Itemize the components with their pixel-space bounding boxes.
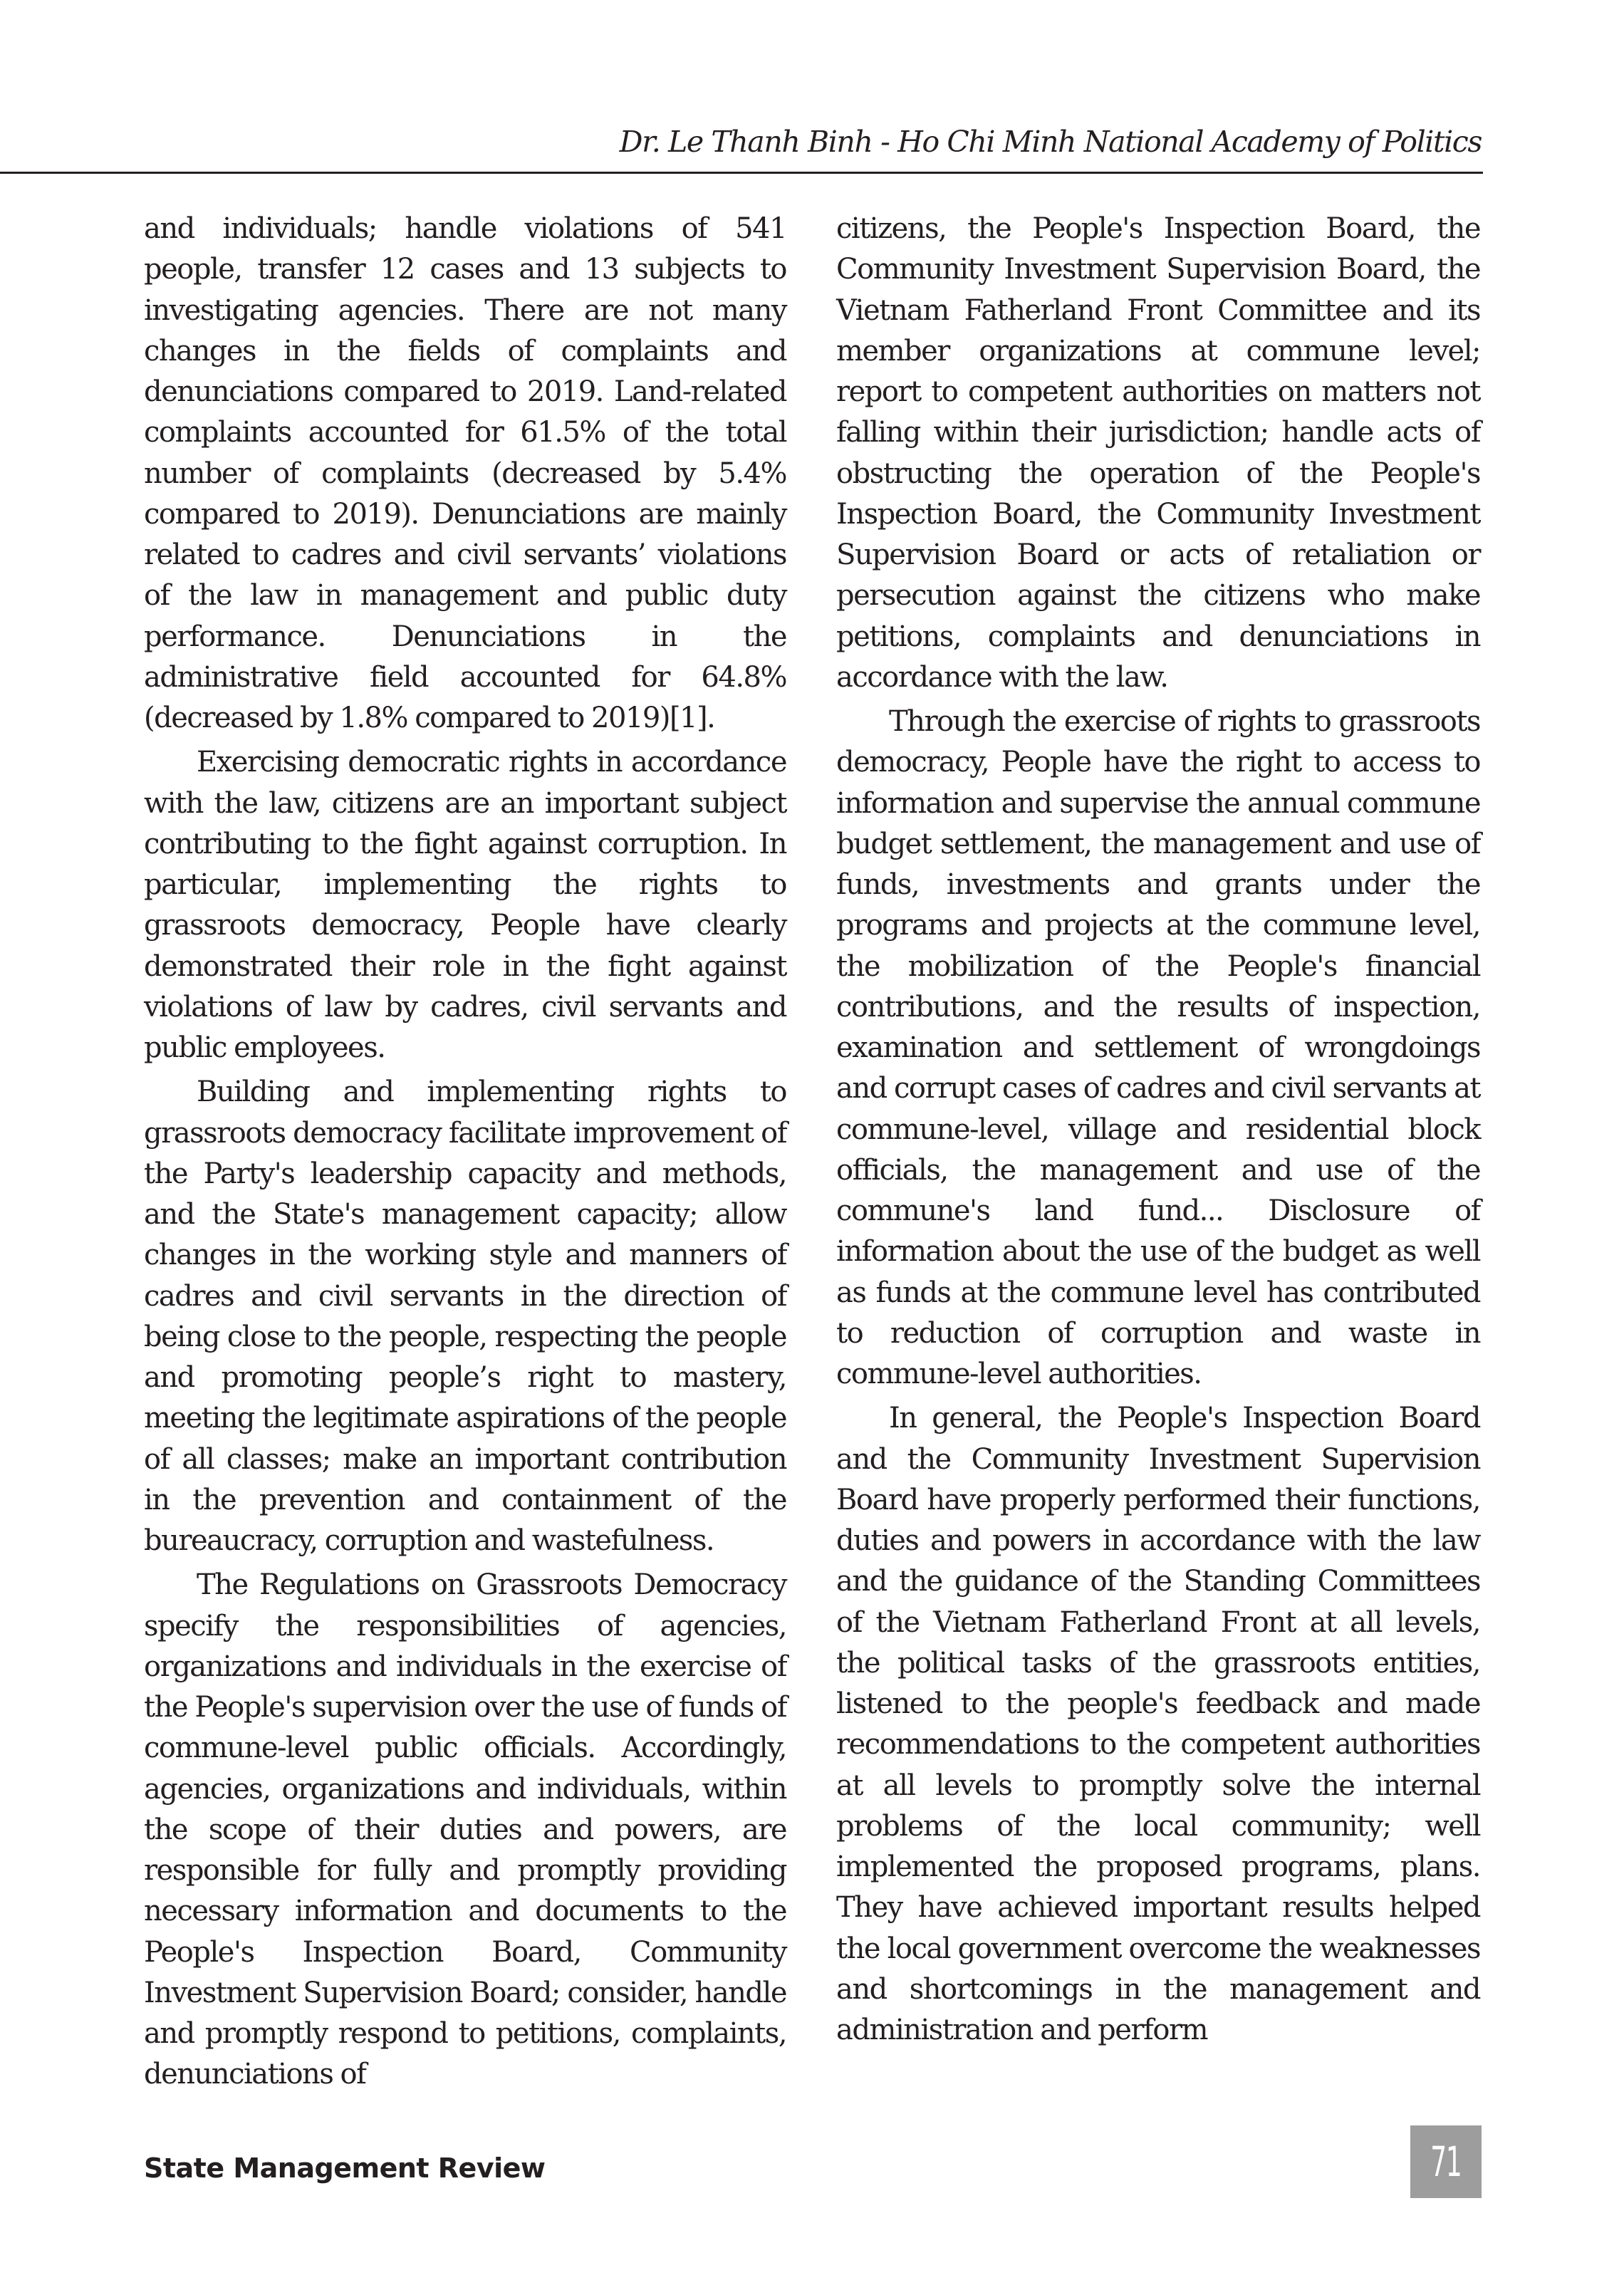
header-divider [0,172,1483,174]
journal-title: State Management Review [144,2153,546,2184]
page-number: 71 [1430,2138,1462,2186]
left-text-column [144,209,786,2099]
paragraph-continuation: and individuals; handle violations of 541 people, transfer 12 cases and 13 subjects to investigating agencies. There are not many changes in the fields of complaints and denunciations compared to 2019. Land-related complaints accounted for 61.5% of the total number of complaints (decreased by 5.4% compared to 2019). Denunciations are mainly related to cadres and civil servants’ violations of the law in management and public duty performance. Denunciations in the administrative field accounted for 64.8% (decreased by 1.8% compared to 2019)[1]. [144,212,786,734]
page-number-badge [1410,2125,1482,2198]
paragraph-citizens-continuation: citizens, the People's Inspection Board, the Community Investment Supervision Board, the Vietnam Fatherland Front Committee and its member organizations at commune level; report to competent authorities on matters not falling within their jurisdiction; handle acts of obstructing the operation of the People's Inspection Board, the Community Investment Supervision Board or acts of retaliation or persecution against the citizens who make petitions, complaints and denunciations in accordance with the law. [836,212,1480,694]
paragraph-regulations: The Regulations on Grassroots Democracy specify the responsibilities of agencies, organizations and individuals in the exercise of the People's supervision over the use of funds of commune-level public officials. Accordingly, agencies, organizations and individuals, within the scope of their duties and powers, are responsible for fully and promptly providing necessary information and documents to the People's Inspection Board, Community Investment Supervision Board; consider, handle and promptly respond to petitions, complaints, denunciations of [144,1568,786,2091]
paragraph-building-rights: Building and implementing rights to grassroots democracy facilitate improvement of the Party's leadership capacity and methods, and the State's management capacity; allow changes in the working style and manners of cadres and civil servants in the direction of being close to the people, respecting the people and promoting people’s right to mastery, meeting the legitimate aspirations of the people of all classes; make an important contribution in the prevention and containment of the bureaucracy, corruption and wastefulness. [144,1076,786,1557]
paragraph-democratic-rights: Exercising democratic rights in accordance with the law, citizens are an important subject contributing to the fight against corruption. In particular, implementing the rights to grassroots democracy, People have clearly demonstrated their role in the fight against violations of law by cadres, civil servants and public employees. [144,746,786,1064]
paragraph-in-general: In general, the People's Inspection Board and the Community Investment Supervision Board have properly performed their functions, duties and powers in accordance with the law and the guidance of the Standing Committees of the Vietnam Fatherland Front at all levels, the political tasks of the grassroots entities, listened to the people's feedback and made recommendations to the competent authorities at all levels to promptly solve the internal problems of the local community; well implemented the proposed programs, plans. They have achieved important results helped the local government overcome the weaknesses and shortcomings in the management and administration and perform [836,1402,1480,2046]
right-text-column [836,209,1480,2054]
paragraph-exercise-rights: Through the exercise of rights to grassroots democracy, People have the right to access to information and supervise the annual commune budget settlement, the management and use of funds, investments and grants under the programs and projects at the commune level, the mobilization of the People's financial contributions, and the results of inspection, examination and settlement of wrongdoings and corrupt cases of cadres and civil servants at commune-level, village and residential block officials, the management and use of the commune's land fund... Disclosure of information about the use of the budget as well as funds at the commune level has contributed to reduction of corruption and waste in commune-level authorities. [836,705,1480,1390]
running-header: Dr. Le Thanh Binh - Ho Chi Minh National Academy of Politics [619,125,1482,159]
